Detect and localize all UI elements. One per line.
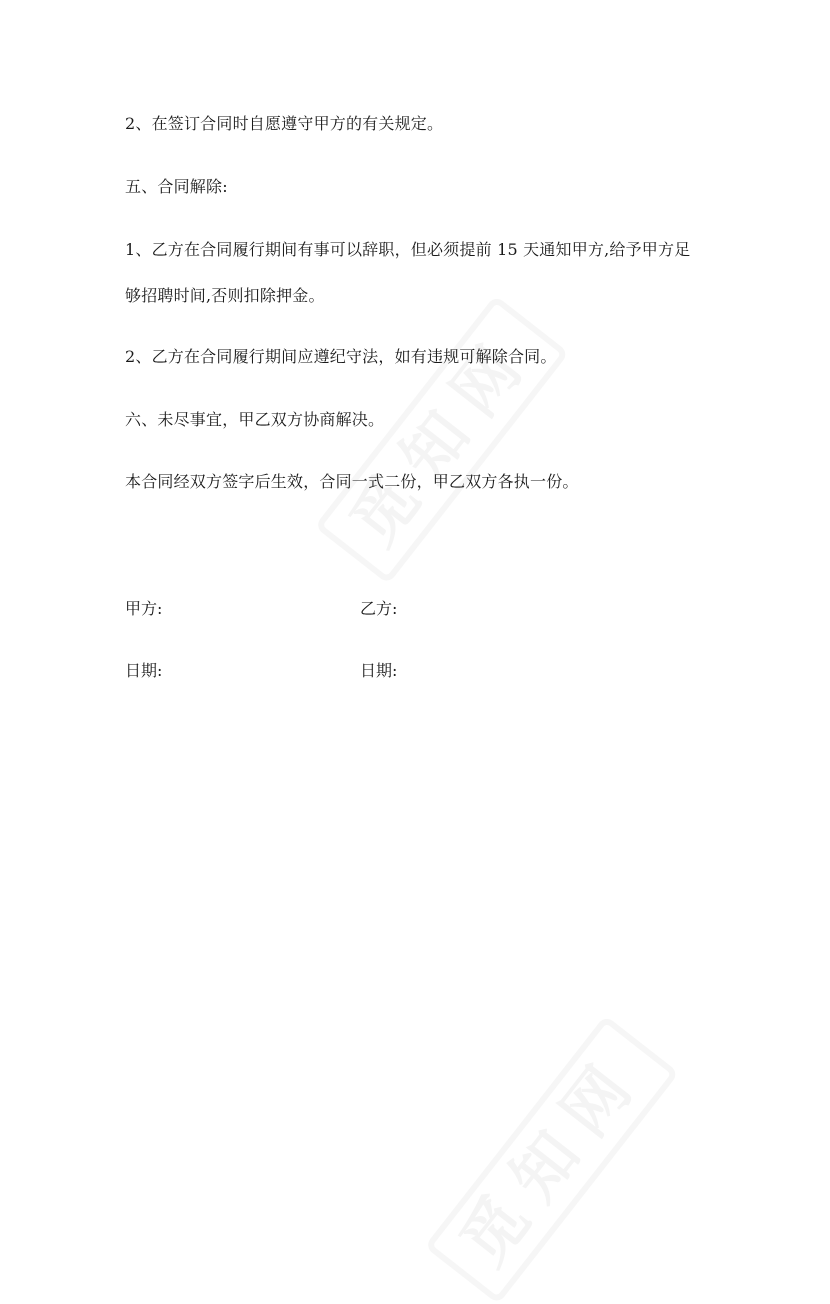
party-a-label: 甲方: — [125, 599, 163, 618]
paragraph-effectiveness: 本合同经双方签字后生效，合同一式二份，甲乙双方各执一份。 — [125, 472, 579, 491]
heading-unresolved-matters: 六、未尽事宜，甲乙双方协商解决。 — [125, 410, 385, 429]
date-b-label: 日期: — [360, 661, 398, 680]
heading-termination: 五、合同解除: — [125, 177, 228, 196]
watermark-text-bottom — [424, 1015, 679, 1304]
watermark-bottom — [420, 1012, 674, 1300]
watermark-text — [314, 295, 569, 585]
date-a-label: 日期: — [125, 661, 163, 680]
party-b-label: 乙方: — [360, 599, 398, 618]
watermark — [310, 292, 564, 580]
paragraph-termination-1-line-2: 够招聘时间,否则扣除押金。 — [125, 286, 325, 305]
paragraph-termination-1-line-1: 1、乙方在合同履行期间有事可以辞职，但必须提前 15 天通知甲方,给予甲方足 — [125, 240, 691, 259]
paragraph-clause-2-rules: 2、在签订合同时自愿遵守甲方的有关规定。 — [125, 114, 444, 133]
paragraph-termination-2: 2、乙方在合同履行期间应遵纪守法，如有违规可解除合同。 — [125, 347, 557, 366]
